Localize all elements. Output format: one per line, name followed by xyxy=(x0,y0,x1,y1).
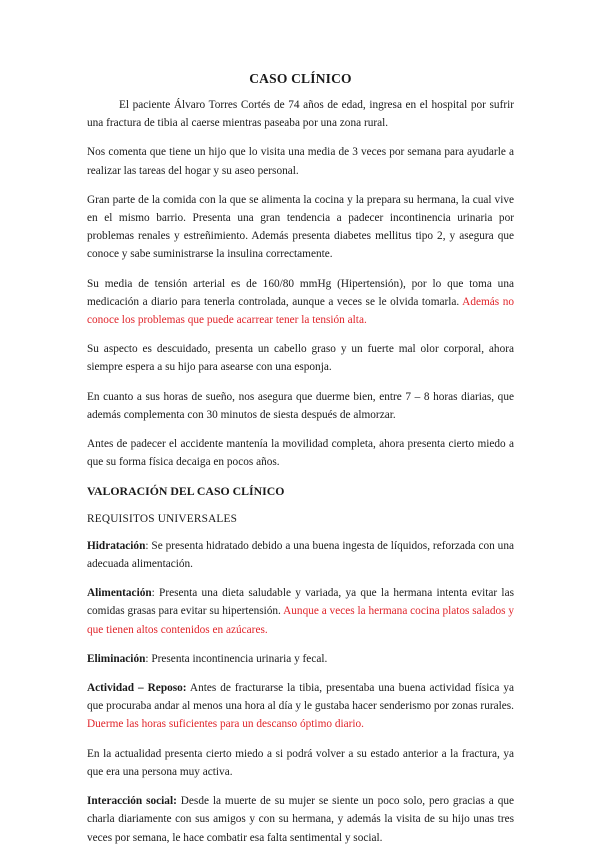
case-paragraph-5: Su aspecto es descuidado, presenta un cabello graso y un fuerte mal olor corporal, ahora siempre espera a su hijo para asearse con una esponja. xyxy=(87,343,514,374)
hidratacion-paragraph xyxy=(87,537,514,573)
section-subtitle: REQUISITOS UNIVERSALES xyxy=(87,512,238,525)
alimentacion-text: : Presenta una dieta saludable y variada, ya que la hermana intenta evitar las comidas grasas para evitar su hipertensión. xyxy=(87,587,514,618)
case-paragraph-6: En cuanto a sus horas de sueño, nos asegura que duerme bien, entre 7 – 8 horas diarias, que además complementa con 30 minutos de siesta después de almorzar. xyxy=(87,390,514,421)
interaccion-paragraph xyxy=(87,792,514,847)
actividad-highlight: Duerme las horas suficientes para un descanso óptimo diario. xyxy=(87,718,365,731)
actividad-label: Actividad – Reposo: xyxy=(87,682,187,695)
case-paragraph-3: Gran parte de la comida con la que se alimenta la cocina y la prepara su hermana, la cual vive en el mismo barrio. Presenta una gran tendencia a padecer incontinencia urinaria por problemas renales y estreñimiento. Además presenta diabetes mellitus tipo 2, y asegura que conoce y sabe suministrarse la insulina correctamente. xyxy=(87,193,514,261)
case-paragraph-7: Antes de padecer el accidente mantenía la movilidad completa, ahora presenta cierto miedo a que su forma física decaiga en pocos años. xyxy=(87,438,514,469)
alimentacion-paragraph xyxy=(87,584,514,639)
section-title: VALORACIÓN DEL CASO CLÍNICO xyxy=(87,484,285,499)
case-paragraph-1: El paciente Álvaro Torres Cortés de 74 años de edad, ingresa en el hospital por sufrir una fractura de tibia al caerse mientras paseaba por una zona rural. xyxy=(87,99,514,130)
case-paragraph-2: Nos comenta que tiene un hijo que lo visita una media de 3 veces por semana para ayudarle a realizar las tareas del hogar y su aseo personal. xyxy=(87,146,514,177)
alimentacion-label: Alimentación xyxy=(87,587,152,600)
eliminacion-text: : Presenta incontinencia urinaria y fecal. xyxy=(145,652,328,665)
interaccion-label: Interacción social: xyxy=(87,795,177,808)
alimentacion-highlight: Aunque a veces la hermana cocina platos salados y que tienen altos contenidos en azúcares. xyxy=(87,605,515,636)
actividad-paragraph xyxy=(87,679,514,734)
document-body xyxy=(87,70,514,858)
hidratacion-text: : Se presenta hidratado debido a una buena ingesta de líquidos, reforzada con una adecuada alimentación. xyxy=(87,539,514,571)
case-paragraph-4 xyxy=(87,275,514,330)
page-title: CASO CLÍNICO xyxy=(249,71,352,86)
case-paragraph-4-text: Su media de tensión arterial es de 160/80 mmHg (Hipertensión), por lo que toma una medicación a diario para tenerla controlada, aunque a veces se le olvida tomarla. xyxy=(87,277,514,308)
actualidad-paragraph: En la actualidad presenta cierto miedo a si podrá volver a su estado anterior a la fractura, ya que era una persona muy activa. xyxy=(87,747,514,778)
eliminacion-paragraph xyxy=(87,650,514,668)
actividad-text: Antes de fracturarse la tibia, presentaba una buena actividad física ya que procuraba andar al menos una hora al día y le gustaba hacer senderismo por zonas rurales. xyxy=(87,682,515,713)
interaccion-text: Desde la muerte de su mujer se siente un poco solo, pero gracias a que charla diariamente con sus amigos y con su hermana, y además la visita de su hijo unas tres veces por semana, le hace combatir esa falta sentimental y social. xyxy=(87,795,515,844)
case-paragraph-4-highlight: Además no conoce los problemas que puede acarrear tener la tensión alta. xyxy=(87,295,514,327)
eliminacion-label: Eliminación xyxy=(87,652,146,665)
hidratacion-label: Hidratación xyxy=(87,539,146,552)
